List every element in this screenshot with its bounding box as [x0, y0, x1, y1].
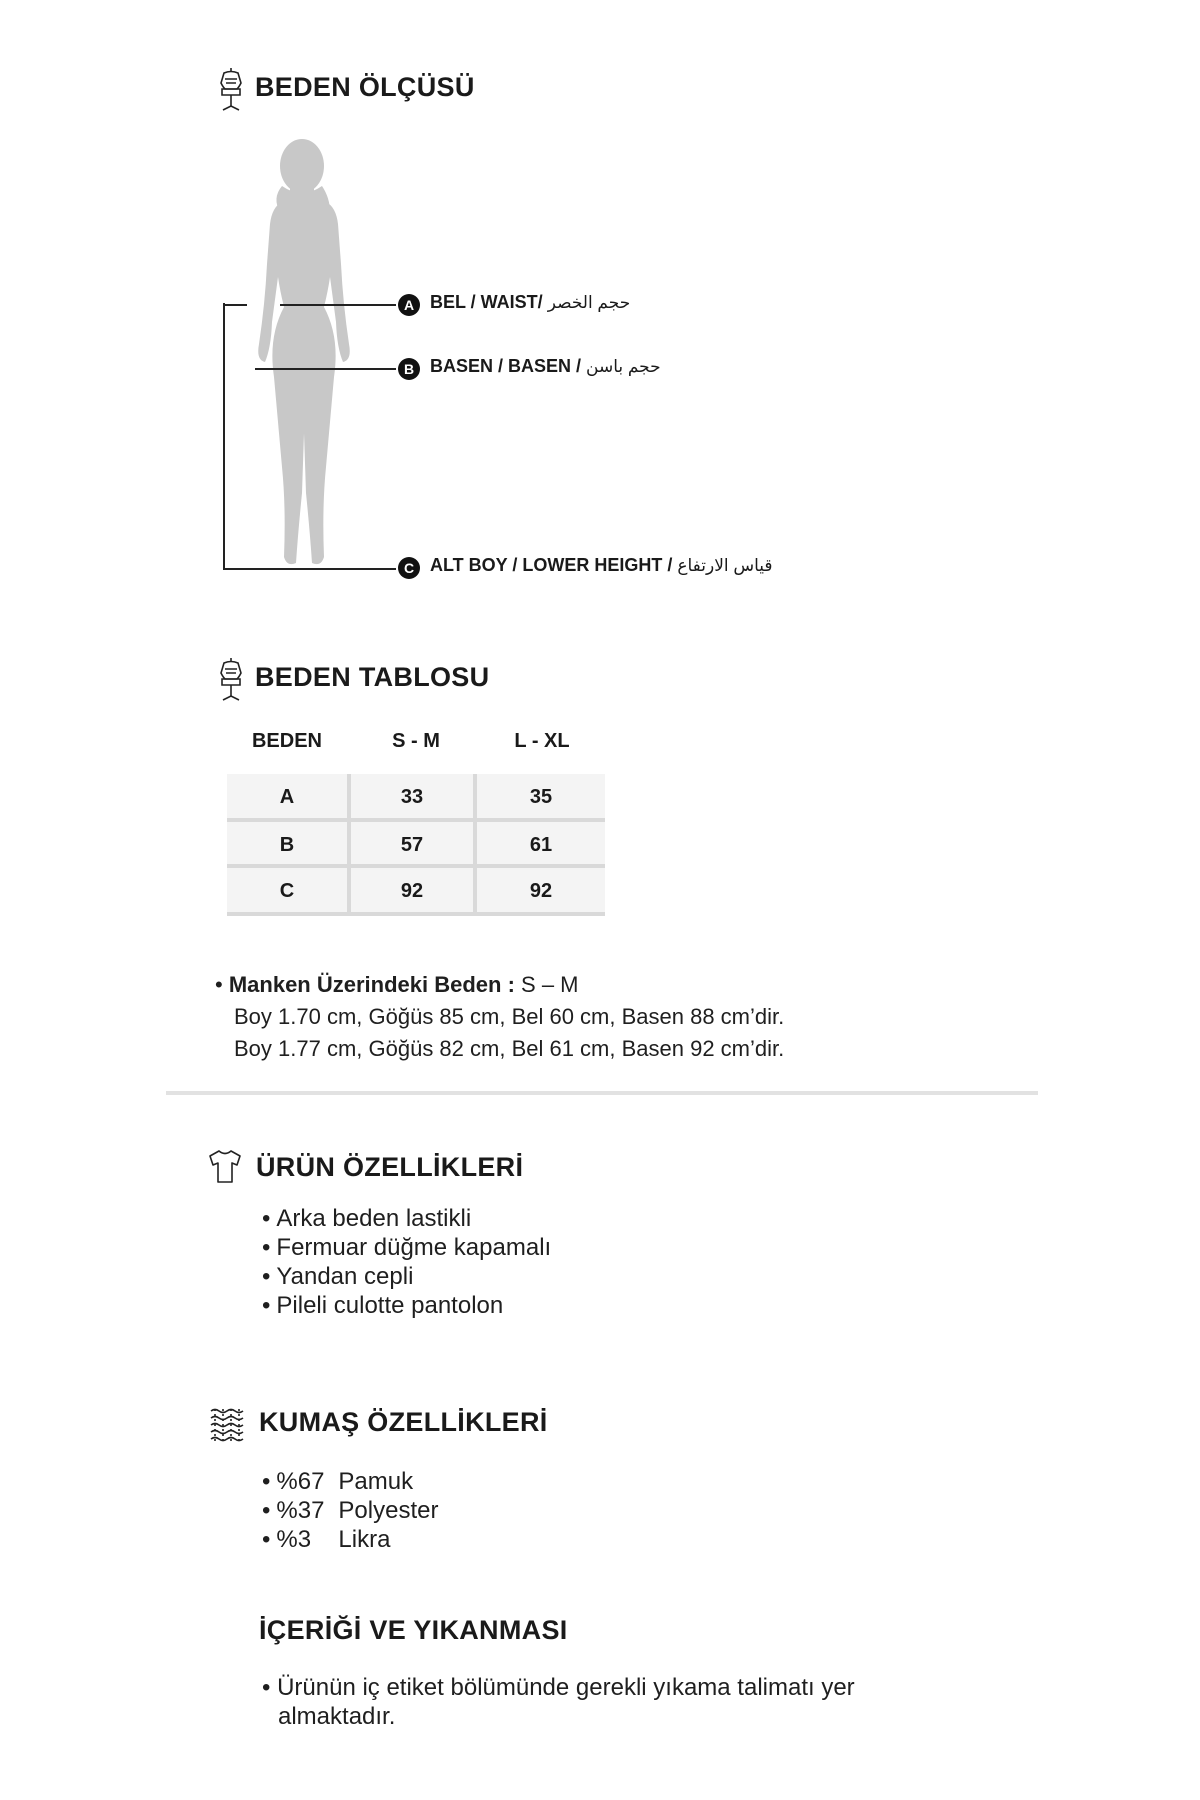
section-heading-product-features: ÜRÜN ÖZELLİKLERİ: [256, 1152, 524, 1182]
table-cell-size: B: [279, 833, 295, 856]
care-text-line-1: Ürünün iç etiket bölümünde gerekli yıkama talimatı yer: [277, 1674, 855, 1701]
fabric-texture-icon: [209, 1407, 247, 1450]
table-row: [227, 868, 605, 914]
callout-arabic-a: حجم الخصر: [547, 293, 631, 312]
fabric-percent: %67: [276, 1468, 325, 1495]
mannequin-icon: [216, 66, 246, 117]
fabric-name: Polyester: [338, 1497, 439, 1524]
care-text-line-2: almaktadır.: [278, 1703, 396, 1730]
table-cell-s-m: 33: [400, 785, 424, 808]
list-item: [262, 1525, 438, 1554]
mannequin-icon: [216, 656, 246, 707]
list-item: • Fermuar düğme kapamalı: [262, 1233, 551, 1262]
list-item: • Yandan cepli: [262, 1262, 551, 1291]
callout-arabic-c: قياس الارتفاع: [677, 556, 773, 575]
list-item: [262, 1496, 438, 1525]
table-cell-size: A: [279, 785, 295, 808]
model-measurements-2: Boy 1.77 cm, Göğüs 82 cm, Bel 61 cm, Basen 92 cm’dir.: [234, 1036, 785, 1061]
callout-label-c: [430, 555, 773, 576]
callout-text-a: BEL / WAIST/: [430, 292, 543, 312]
table-cell-s-m: 57: [400, 833, 424, 856]
callout-text-b: BASEN / BASEN /: [430, 356, 582, 376]
fabric-percent: %37: [276, 1497, 325, 1524]
table-cell-s-m: 92: [400, 879, 424, 902]
callout-label-a: [430, 292, 630, 313]
table-cell-l-xl: 35: [529, 785, 553, 808]
section-heading-fabric-features: KUMAŞ ÖZELLİKLERİ: [259, 1407, 548, 1437]
body-silhouette: [232, 136, 372, 611]
table-row: [227, 822, 605, 868]
table-header-l-xl: L - XL: [514, 730, 570, 752]
callout-text-c: ALT BOY / LOWER HEIGHT /: [430, 555, 673, 575]
callout-line-a-body: [280, 304, 396, 306]
callout-label-b: [430, 356, 661, 377]
fabric-name: Likra: [338, 1526, 391, 1553]
model-measurements-1: Boy 1.70 cm, Göğüs 85 cm, Bel 60 cm, Basen 88 cm’dir.: [234, 1004, 785, 1029]
list-item: [262, 1467, 438, 1496]
table-cell-size: C: [279, 879, 295, 902]
table-row-divider: [227, 912, 605, 916]
callout-line-b: [255, 368, 396, 370]
product-features-list: [262, 1204, 551, 1320]
list-item: • Arka beden lastikli: [262, 1204, 551, 1233]
callout-badge-a: A: [398, 294, 420, 316]
table-cell-l-xl: 92: [529, 879, 553, 902]
callout-arabic-b: حجم باسن: [586, 357, 661, 376]
section-divider: [166, 1091, 1038, 1095]
model-size-label: Manken Üzerindeki Beden :: [228, 972, 515, 997]
section-heading-size-table: BEDEN TABLOSU: [255, 662, 490, 692]
section-heading-body-measure: BEDEN ÖLÇÜSÜ: [255, 72, 475, 102]
list-item: • Pileli culotte pantolon: [262, 1291, 551, 1320]
table-cell-l-xl: 61: [529, 833, 553, 856]
table-header-beden: BEDEN: [251, 730, 322, 752]
table-row: [227, 774, 605, 820]
fabric-name: Pamuk: [338, 1468, 414, 1495]
table-header-s-m: S - M: [392, 730, 440, 752]
callout-line-a: [223, 304, 247, 306]
fabric-features-list: [262, 1467, 438, 1554]
callout-line-c: [223, 568, 396, 570]
callout-badge-b: B: [398, 358, 420, 380]
care-text: • Ürünün iç etiket bölümünde gerekli yıkama talimatı yer almaktadır.: [262, 1674, 855, 1730]
callout-badge-c: C: [398, 557, 420, 579]
section-heading-care: İÇERİĞİ VE YIKANMASI: [259, 1615, 568, 1645]
fabric-percent: %3: [276, 1526, 312, 1553]
tshirt-icon: [207, 1148, 243, 1189]
callout-bracket: [223, 303, 225, 569]
model-size-value: S – M: [521, 972, 579, 997]
model-size-line: • Manken Üzerindeki Beden : S – M: [215, 972, 579, 997]
